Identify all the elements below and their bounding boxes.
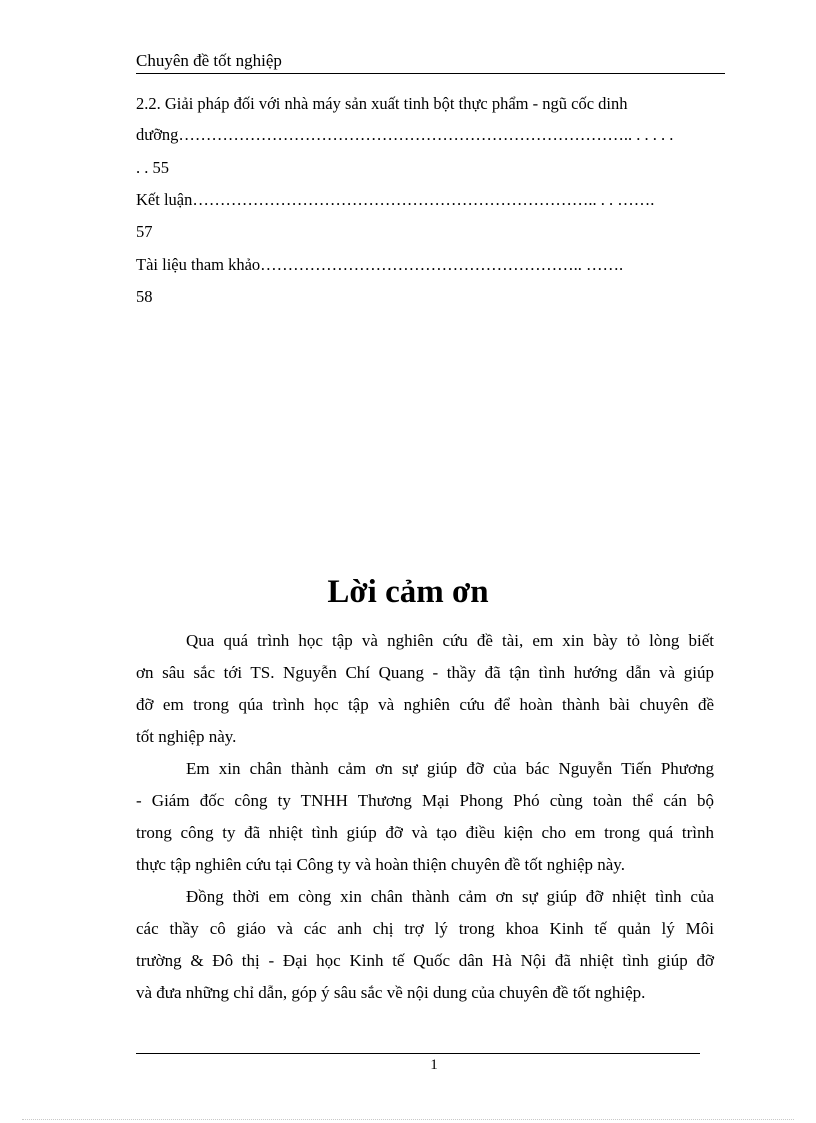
acknowledgement-title: Lời cảm ơn	[327, 574, 489, 610]
toc-page-number: 58	[136, 287, 153, 306]
paragraph-line: trường & Đô thị - Đại học Kinh tế Quốc dân Hà Nội đã nhiệt tình giúp đỡ	[136, 951, 714, 970]
paragraph	[136, 625, 714, 753]
paragraph-line: ơn sâu sắc tới TS. Nguyễn Chí Quang - thầy đã tận tình hướng dẫn và giúp	[136, 663, 714, 682]
paragraph	[136, 881, 714, 1009]
paragraph-line: Qua quá trình học tập và nghiên cứu đề tài, em xin bày tỏ lòng biết	[186, 631, 714, 650]
footer-divider	[136, 1053, 700, 1054]
paragraph-line: trong công ty đã nhiệt tình giúp đỡ và tạo điều kiện cho em trong quá trình	[136, 823, 714, 842]
paragraph-line: Đồng thời em còng xin chân thành cảm ơn sự giúp đỡ nhiệt tình của	[186, 887, 714, 906]
paragraph	[136, 753, 714, 881]
toc-page-number: . . 55	[136, 158, 169, 177]
paragraph-line: và đưa những chỉ dẫn, góp ý sâu sắc về nội dung của chuyên đề tốt nghiệp.	[136, 983, 646, 1002]
paragraph-line: tốt nghiệp này.	[136, 727, 237, 746]
paragraph-line: thực tập nghiên cứu tại Công ty và hoàn thiện chuyên đề tốt nghiệp này.	[136, 855, 625, 874]
page-edge	[22, 1119, 794, 1120]
acknowledgement-body	[136, 625, 714, 1009]
toc-line: dưỡng……………………………………………………………………….. . . . . .	[136, 125, 674, 144]
toc-line: Kết luận……………………………………………………………….. . . …….	[136, 190, 655, 209]
toc-line: 2.2. Giải pháp đối với nhà máy sản xuất tinh bột thực phẩm - ngũ cốc dinh	[136, 94, 628, 113]
page-number: 1	[430, 1057, 438, 1073]
paragraph-line: Em xin chân thành cảm ơn sự giúp đỡ của bác Nguyễn Tiến Phương	[186, 759, 714, 778]
toc-line: Tài liệu tham khảo………………………………………………….. …….	[136, 255, 624, 274]
toc-page-number: 57	[136, 222, 153, 241]
paragraph-line: đỡ em trong qúa trình học tập và nghiên cứu để hoàn thành bài chuyên đề	[136, 695, 714, 714]
header-title: Chuyên đề tốt nghiệp	[136, 51, 282, 70]
paragraph-line: các thầy cô giáo và các anh chị trợ lý trong khoa Kinh tế quản lý Môi	[136, 919, 714, 938]
paragraph-line: - Giám đốc công ty TNHH Thương Mại Phong Phó cùng toàn thể cán bộ	[136, 791, 714, 810]
page-header	[136, 50, 725, 74]
